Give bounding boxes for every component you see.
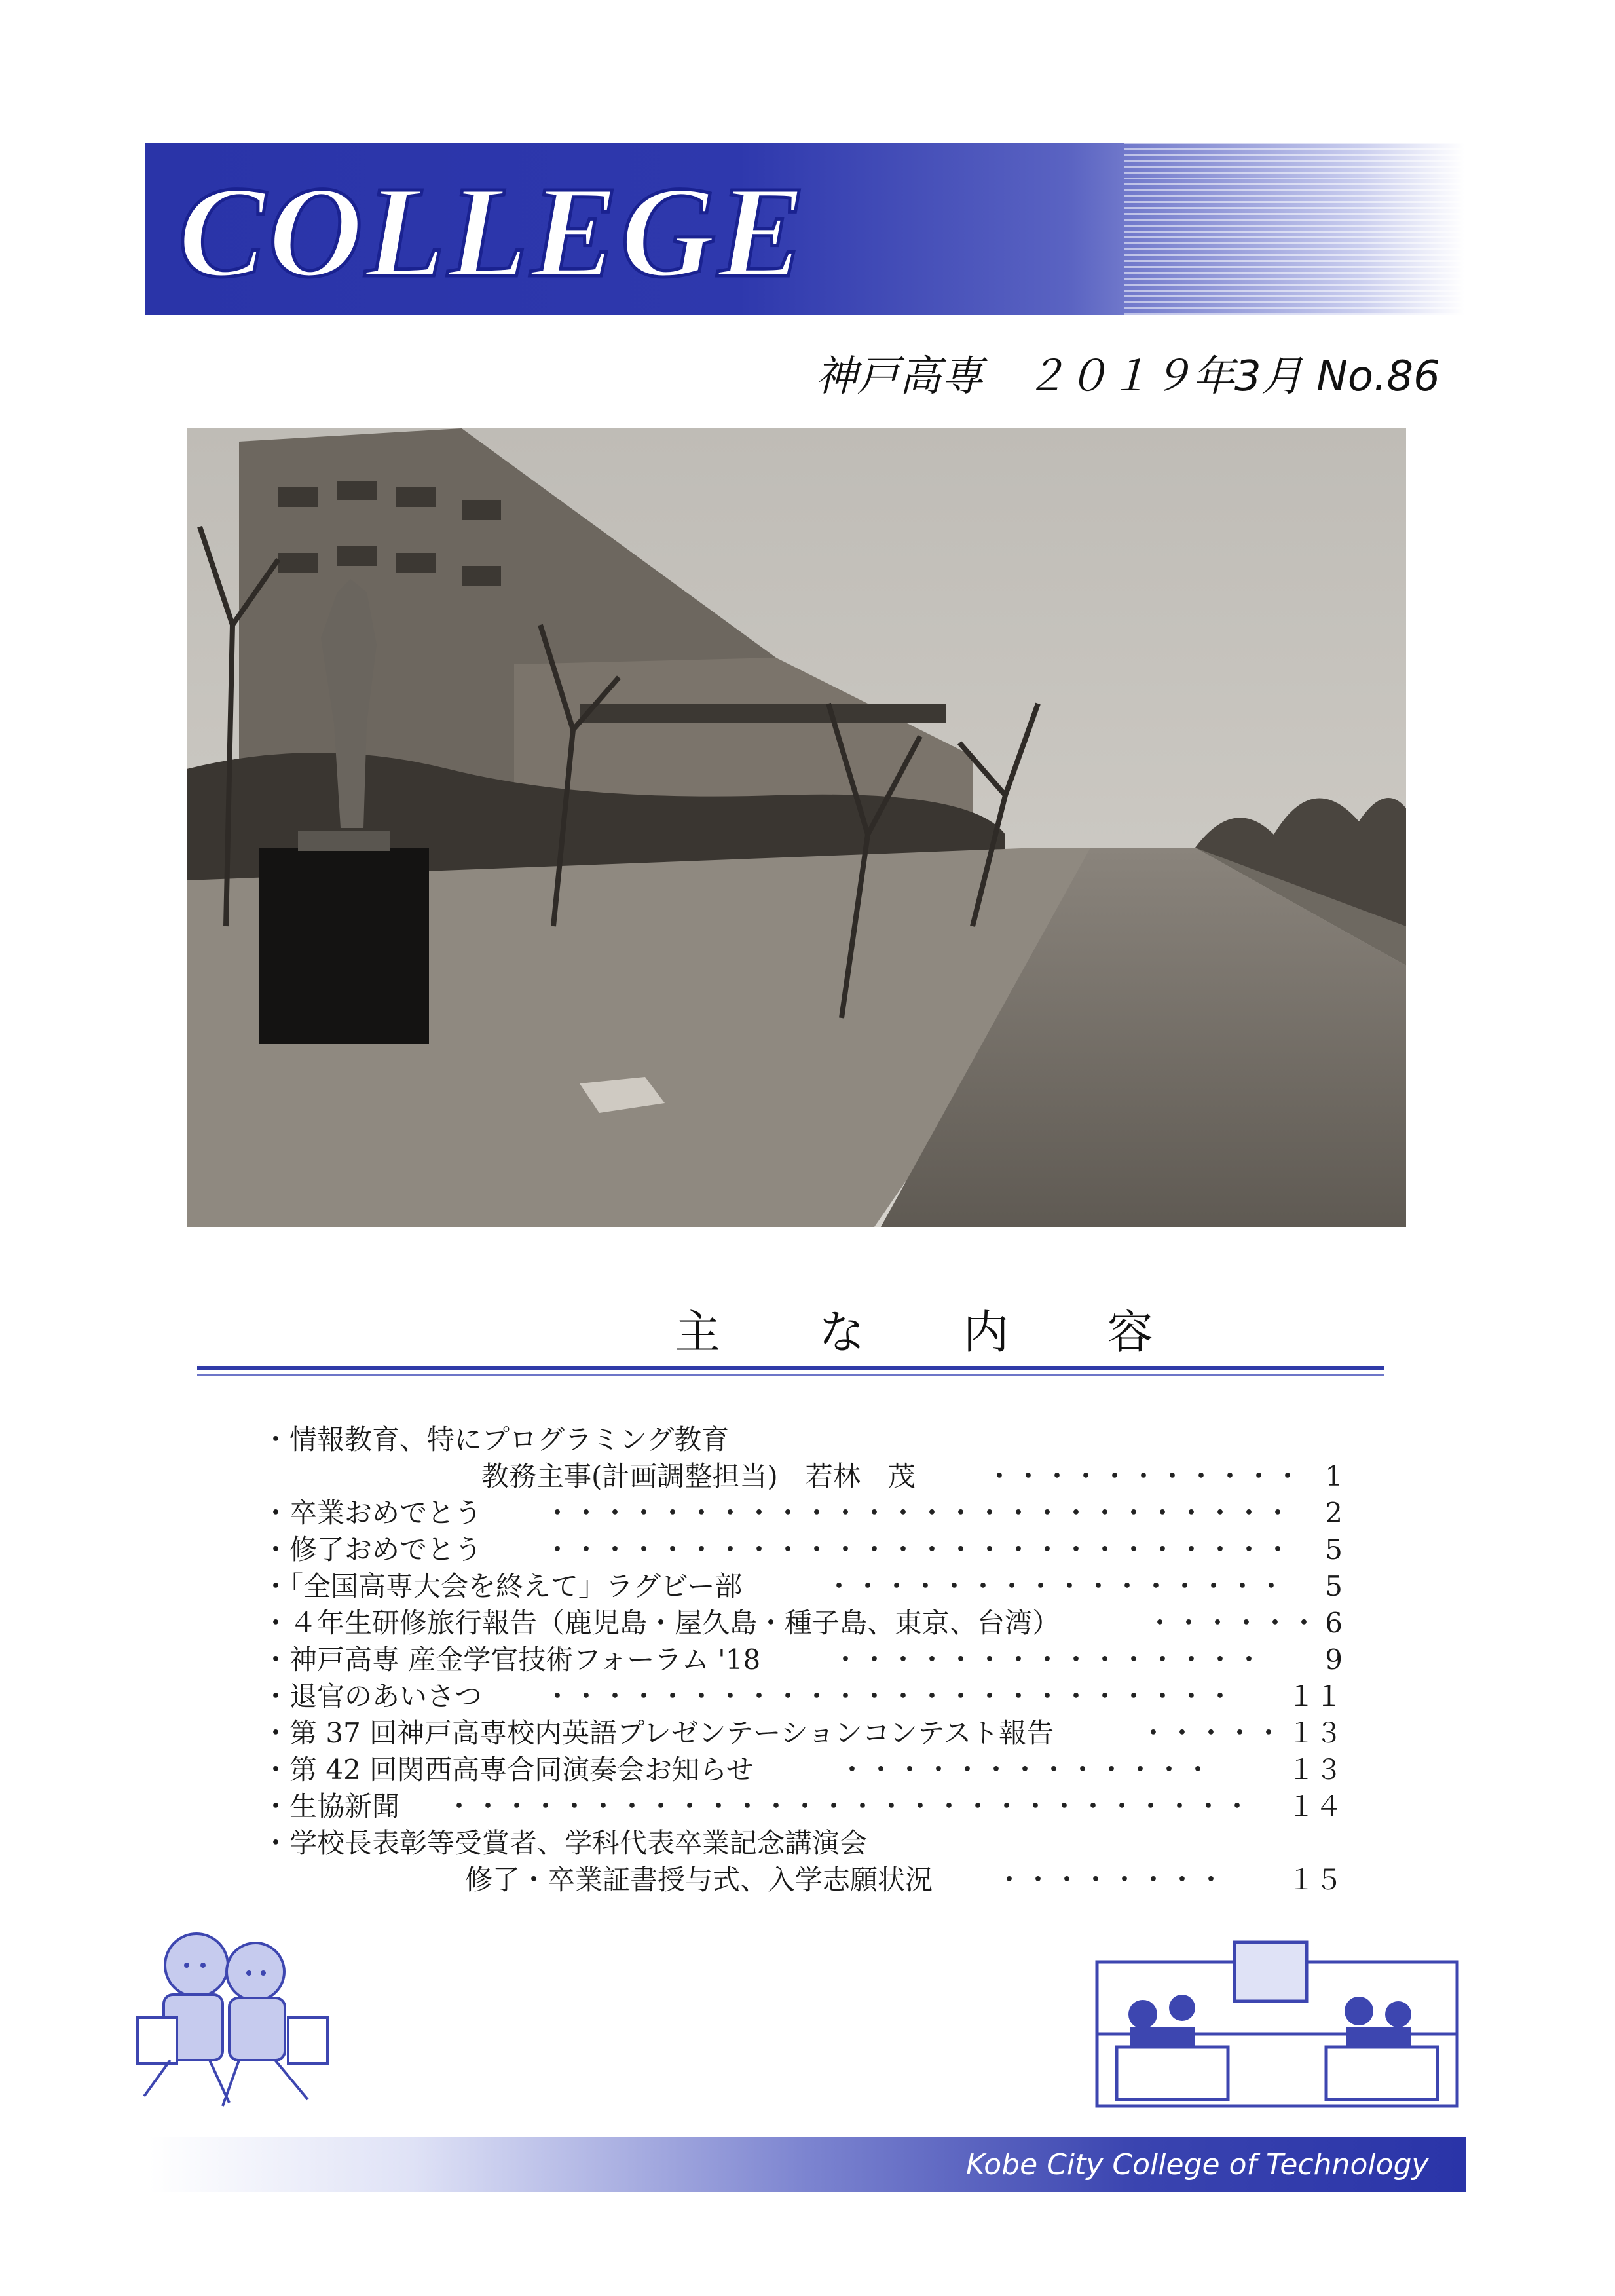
toc-item: ・学校長表彰等受賞者、学科代表卒業記念講演会: [262, 1827, 868, 1859]
toc-page: １１: [1287, 1680, 1343, 1712]
table-of-contents: [262, 1421, 1343, 1898]
issue-info: 神戸高専 ２０１９年3月 No.86: [815, 352, 1440, 401]
toc-leader: ・・・・・・・・・・・・・・・・・・・・・・・・: [544, 1680, 1236, 1712]
toc-page: １５: [1287, 1864, 1343, 1896]
toc-leader: ・・・・・・・・・・・・・・・・・・・・・・・・・・: [544, 1534, 1293, 1566]
toc-item: ・第 37 回神戸高専校内英語プレゼンテーションコンテスト報告 ・・・・・ １３: [262, 1715, 1343, 1752]
toc-item: 修了・卒業証書授与式、入学志願状況 ・・・・・・・・ １５: [262, 1862, 1343, 1898]
heading-rule: [197, 1366, 1384, 1370]
toc-leader: ・・・・・・・・・・・・・・・・・・・・・・・・・・・・: [445, 1790, 1253, 1822]
toc-page: 1: [1325, 1460, 1343, 1492]
toc-item: ・４年生研修旅行報告（鹿児島・屋久島・種子島、東京、台湾） ・・・・・・ 6: [262, 1605, 1343, 1642]
toc-leader: ・・・・・・・・: [995, 1864, 1227, 1896]
toc-item: ・第 42 回関西高専合同演奏会お知らせ ・・・・・・・・・・・・・ １３: [262, 1752, 1343, 1788]
magazine-title: COLLEGE: [178, 160, 808, 305]
toc-leader: ・・・・・・・・・・・・・・・: [832, 1644, 1265, 1676]
toc-page: 2: [1325, 1497, 1343, 1529]
toc-item: 教務主事(計画調整担当) 若林 茂 ・・・・・・・・・・・ 1: [262, 1458, 1343, 1495]
toc-page: １３: [1287, 1754, 1343, 1786]
toc-item: ・神戸高専 産金学官技術フォーラム '18 ・・・・・・・・・・・・・・・ 9: [262, 1642, 1343, 1678]
college-name: Kobe City College of Technology: [966, 2148, 1429, 2181]
cover-photo: [187, 428, 1406, 1227]
toc-leader: ・・・・・・・・・・・・・: [838, 1754, 1214, 1786]
students-illustration: [98, 1919, 386, 2116]
toc-leader: ・・・・・・・・・・・・・・・・・・・・・・・・・・: [544, 1497, 1293, 1529]
toc-page: 6: [1325, 1607, 1343, 1639]
toc-leader: ・・・・・・: [1146, 1607, 1320, 1639]
toc-item: ・生協新聞 ・・・・・・・・・・・・・・・・・・・・・・・・・・・・ １４: [262, 1788, 1343, 1825]
toc-page: 5: [1325, 1570, 1343, 1602]
contents-heading: 主 な 内 容: [675, 1306, 1195, 1359]
toc-item: ・退官のあいさつ ・・・・・・・・・・・・・・・・・・・・・・・・ １１: [262, 1678, 1343, 1715]
toc-item: ・「全国高専大会を終えて」ラグビー部 ・・・・・・・・・・・・・・・・ 5: [262, 1568, 1343, 1605]
classroom-illustration: [1084, 1936, 1470, 2116]
toc-leader: ・・・・・・・・・・・: [986, 1460, 1303, 1492]
toc-page: 5: [1325, 1534, 1343, 1566]
toc-page: 9: [1325, 1644, 1343, 1676]
banner-stripes: [1124, 143, 1464, 315]
toc-page: １４: [1287, 1790, 1343, 1822]
toc-leader: ・・・・・・・・・・・・・・・・: [825, 1570, 1287, 1602]
toc-page: １３: [1287, 1717, 1343, 1749]
heading-rule-thin: [197, 1374, 1384, 1376]
toc-item: ・卒業おめでとう ・・・・・・・・・・・・・・・・・・・・・・・・・・ 2: [262, 1495, 1343, 1532]
toc-item: ・修了おめでとう ・・・・・・・・・・・・・・・・・・・・・・・・・・ 5: [262, 1532, 1343, 1568]
toc-leader: ・・・・・: [1140, 1717, 1284, 1749]
toc-item: ・情報教育、特にプログラミング教育: [262, 1423, 730, 1456]
photo-pedestal: [259, 848, 429, 1044]
